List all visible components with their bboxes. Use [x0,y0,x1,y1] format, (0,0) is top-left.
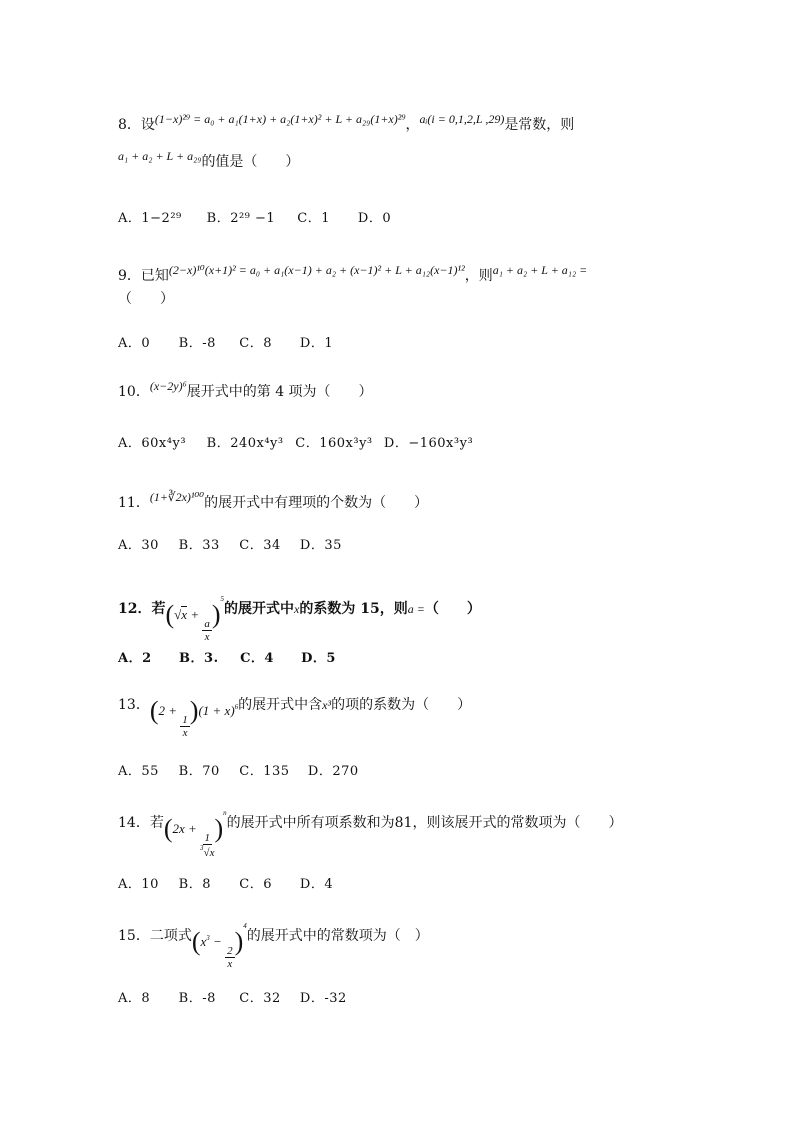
q8-tail-2: 的值是（ ） [201,154,300,170]
q11-options [118,534,342,553]
q15-expression: ($x^3$ − $\frac{2}{x}$ )$^4$ [191,922,247,971]
q15-option-b: B．-8 [178,991,216,1006]
q15-exponent: 4 [243,922,247,930]
q11-option-d: D．35 [299,538,342,553]
q12-option-a: A．2 [118,651,152,666]
q13-tail: 的展开式中含 [238,697,323,713]
q8-separator: ， [405,117,420,133]
q10-option-a: A．60x⁴y³ [118,436,187,451]
q14-frac-num: 1 [204,832,210,844]
question-12 [118,596,481,643]
q14-number: 14．若 [118,815,164,831]
q13-exponent: 6 [234,703,239,711]
q13-var: x³ [322,698,332,712]
q8-expression: (1−x)²⁹ = a₀ + a₁(1+x) + a₂(1+x)² + L + a₂₉(1+x)²⁹ [154,112,406,126]
q15-number: 15．二项式 [118,928,192,944]
q14-option-a: A．10 [118,877,159,892]
q15-frac-den: x [227,958,233,971]
q13-left-paren: ( [149,696,159,725]
q11-tail: 的展开式中有理项的个数为（ ） [204,495,429,511]
q8-option-c: C．1 [297,211,330,226]
q15-right-paren: ) [234,927,244,956]
q12-var-a: a = [407,602,425,616]
question-8 [118,113,574,132]
q12-sqrt-icon: √ [174,607,182,622]
q8-option-d: D．0 [357,211,392,226]
question-10 [118,380,373,399]
q13-frac-num: 1 [182,714,188,726]
question-11 [118,491,428,510]
q15-left-paren: ( [191,927,201,956]
q10-expression: (x−2y)⁶ [149,379,187,393]
q14-option-d: D．4 [299,877,334,892]
q12-exponent: 5 [220,595,225,603]
q13-frac-den: x [182,727,188,740]
q11-option-b: B．33 [178,538,220,553]
q11-number: 11． [118,495,150,511]
q12-frac-num: a [204,618,210,630]
q12-tail-3: （ ） [424,601,481,617]
q13-fraction [180,714,190,739]
q9-number: 9．已知 [118,268,169,284]
q12-fraction [202,618,212,643]
q9-option-a: A．0 [118,336,151,351]
q12-x: x [181,607,188,622]
q8-tail: 是常数，则 [504,117,575,133]
q13-right-paren: ) [189,696,199,725]
q14-expression: (2x + $\frac{1}{^3√x}$ )$^n$ [163,809,227,860]
q14-fraction [200,832,214,859]
q12-tail: 的展开式中 [224,601,295,617]
q9-option-d: D．1 [299,336,334,351]
q15-option-d: D．-32 [299,991,347,1006]
q11-option-c: C．34 [239,538,281,553]
q13-option-c: C．135 [239,764,290,779]
q14-option-b: B．8 [178,877,211,892]
question-9-line2 [118,292,174,306]
q11-expression: (1+∛2x)¹⁰⁰ [149,490,205,504]
q14-option-c: C．6 [239,877,272,892]
q9-option-c: C．8 [239,336,272,351]
q12-options [118,647,336,666]
q9-tail: ，则 [464,268,493,284]
q10-option-c: C．160x³y³ [295,436,373,451]
q14-tail: 的展开式中所有项系数和为81，则该展开式的常数项为（ ） [226,815,623,831]
q12-frac-den: x [204,631,210,644]
q14-frac-den: $^3$√x [200,844,215,860]
q12-option-c: C．4 [240,651,274,666]
q13-option-a: A．55 [118,764,159,779]
q8-expression-2: a₁ + a₂ + L + a₂₉ [118,149,202,163]
q12-option-b: B．3. [179,651,219,666]
q15-option-c: C．32 [239,991,281,1006]
q12-var-x: x [294,602,300,616]
q8-condition: aᵢ(i = 0,1,2,L ,29) [419,112,505,126]
q13-expression: (2 + $\frac{1}{x}$ )$(1 + x)^6$ [149,696,239,740]
q12-tail-2: 的系数为 15，则 [299,601,408,617]
q14-exponent: n [223,809,227,817]
q13-tail-2: 的项的系数为（ ） [331,697,472,713]
q15-frac-num: 2 [227,945,233,957]
q15-options [118,987,347,1006]
q12-left-paren: ( [165,600,175,629]
q10-tail: 展开式中的第 4 项为（ ） [186,384,373,400]
question-13 [118,698,471,739]
q15-tail: 的展开式中的常数项为（ ） [246,928,429,944]
q9-tail-2: （ ） [118,291,174,307]
q9-options [118,332,333,351]
q10-option-d: D．−160x³y³ [383,436,474,451]
q14-left-paren: ( [163,814,173,843]
q12-option-d: D．5 [301,651,336,666]
q10-number: 10． [118,384,150,400]
question-14 [118,810,622,859]
q9-expression: (2−x)¹⁰(x+1)² = a₀ + a₁(x−1) + a₂ + (x−1)² + L + a₁₂(x−1)¹² [168,263,465,277]
q9-option-b: B．-8 [178,336,216,351]
question-15 [118,923,429,970]
q8-option-a: A．1−2²⁹ [118,211,182,226]
q12-number: 12．若 [118,601,166,617]
q8-number: 8．设 [118,117,155,133]
q8-options [118,207,391,226]
q10-option-b: B．240x⁴y³ [206,436,284,451]
q15-fraction [225,945,235,970]
q13-option-d: D．270 [307,764,359,779]
q14-right-paren: ) [214,814,224,843]
q13-option-b: B．70 [178,764,220,779]
q15-option-a: A．8 [118,991,151,1006]
question-8-line2 [118,150,299,169]
q13-options [118,760,359,779]
q12-expression: (√x + $\frac{a}{x}$ )$^5$ [165,595,225,644]
q12-right-paren: ) [211,600,221,629]
q11-option-a: A．30 [118,538,159,553]
q13-number: 13． [118,697,150,713]
q8-option-b: B．2²⁹ −1 [206,211,276,226]
question-9 [118,264,587,283]
q9-expression-2: a₁ + a₂ + L + a₁₂ = [492,263,588,277]
q14-options [118,873,333,892]
q10-options [118,432,473,451]
